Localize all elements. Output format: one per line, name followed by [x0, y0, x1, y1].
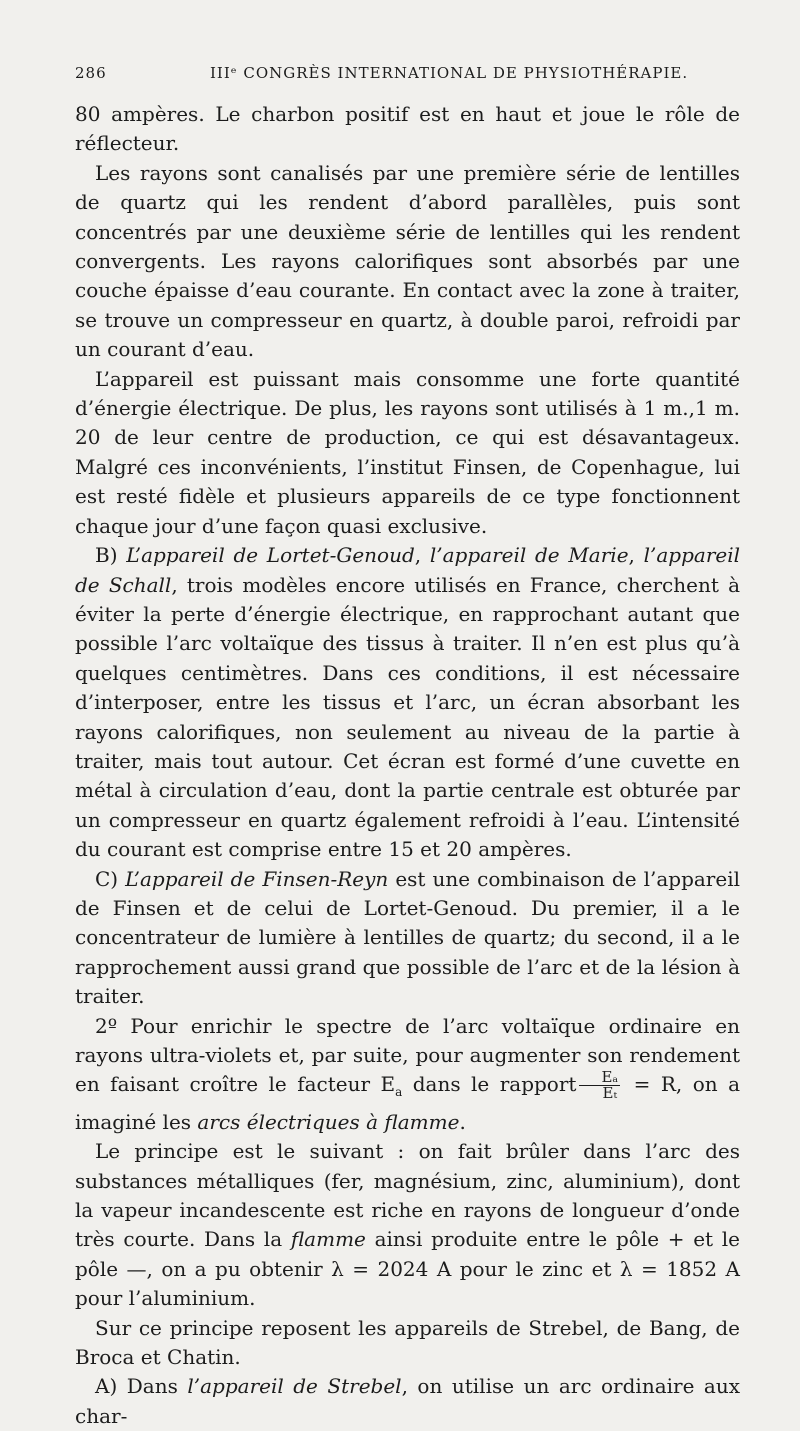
- paragraph-3: L’appareil est puissant mais consomme une forte quantité d’énergie électrique. De plus, les rayons sont utilisés à 1 m.,1 m. 20 de leur centre de production, ce qui est désavantageux. Malgré ces inconvénients, l’institut Finsen, de Copenhague, lui est resté fidèle et plusieurs appareils de ce type fonctionnent chaque jour d’une façon quasi exclusive.: [75, 366, 740, 538]
- p4-italic-1: L’appareil de Lortet-Genoud: [126, 543, 415, 568]
- paragraph-1: 80 ampères. Le charbon positif est en haut et joue le rôle de réflecteur.: [75, 102, 740, 156]
- p6-after: = R, on a imaginé les: [75, 1072, 741, 1134]
- p7-rest: ainsi produite entre le pôle + et le pôle —, on a pu obtenir λ = 2024 A pour le zinc et λ = 1852 A pour l’aluminium.: [75, 1227, 741, 1311]
- fraction-denominator: Eₜ: [602, 1084, 618, 1103]
- page-body: [75, 100, 740, 1431]
- p6-mid: dans le rapport: [402, 1072, 577, 1097]
- p6-lead: 2º Pour enrichir le spectre de l’arc voltaïque ordinaire en rayons ultra-violets et, par suite, pour augmenter son rendement en faisant croître le facteur E: [75, 1013, 740, 1097]
- p9-rest: , on utilise un arc ordinaire aux char-: [75, 1374, 741, 1428]
- page-header: [75, 64, 740, 88]
- p4-sep-2: ,: [628, 543, 644, 568]
- p4-sep-1: ,: [414, 543, 430, 568]
- fraction-numerator: Eₐ: [579, 1070, 620, 1086]
- ratio-fraction: [579, 1070, 620, 1101]
- p5-lead: C): [95, 866, 126, 891]
- page-number: 286: [75, 64, 107, 82]
- paragraph-4: [75, 541, 740, 864]
- p4-rest: , trois modèles encore utilisés en France, cherchent à éviter la perte d’énergie électrique, en rapprochant autant que possible l’arc voltaïque des tissus à traiter. Il n’en est plus qu’à quelques centimètres. Dans ces conditions, il est nécessaire d’interposer, entre les tissus et l’arc, un écran absorbant les rayons calorifiques, non seulement au niveau de la partie à traiter, mais tout autour. Cet écran est formé d’une cuvette en métal à circulation d’eau, dont la partie centrale est obturée par un compresseur en quartz également refroidi à l’eau. L’intensité du courant est comprise entre 15 et 20 ampères.: [75, 572, 740, 862]
- p6-subscript: a: [395, 1085, 403, 1100]
- p5-italic: L’appareil de Finsen-Reyn: [125, 866, 389, 891]
- paragraph-2: Les rayons sont canalisés par une première série de lentilles de quartz qui les rendent d’abord parallèles, puis sont concentrés par une deuxième série de lentilles qui les rendent convergents. Les rayons calorifiques sont absorbés par une couche épaisse d’eau courante. En contact avec la zone à traiter, se trouve un compresseur en quartz, à double paroi, refroidi par un courant d’eau.: [75, 160, 740, 362]
- paragraph-8: Sur ce principe reposent les appareils de Strebel, de Bang, de Broca et Chatin.: [75, 1315, 740, 1370]
- paragraph-7: [75, 1137, 740, 1313]
- p4-italic-2: l’appareil de Marie: [429, 543, 629, 568]
- p4-lead: B): [95, 543, 127, 568]
- paragraph-5: [75, 865, 740, 1012]
- paragraph-9: [75, 1372, 740, 1431]
- p7-lead: Le principe est le suivant : on fait brûler dans l’arc des substances métalliques (fer, magnésium, zinc, aluminium), dont la vapeur incandescente est riche en rayons de longueur d’onde très courte. Dans la: [75, 1139, 740, 1252]
- p6-end: .: [459, 1109, 466, 1134]
- p4-italic-3: l’appareil de Schall: [75, 543, 741, 597]
- p9-italic: l’appareil de Strebel: [187, 1374, 402, 1399]
- paragraph-6: [75, 1012, 740, 1138]
- running-title: IIIᵉ CONGRÈS INTERNATIONAL DE PHYSIOTHÉRAPIE.: [210, 64, 689, 82]
- p6-italic: arcs électriques à flamme: [197, 1109, 460, 1134]
- p9-lead: A) Dans: [95, 1374, 188, 1399]
- p7-italic: flamme: [290, 1227, 366, 1252]
- p5-rest: est une combinaison de l’appareil de Finsen et de celui de Lortet-Genoud. Du premier, il a le concentrateur de lumière à lentilles de quartz; du second, il a le rapprochement aussi grand que possible de l’arc et de la lésion à traiter.: [75, 866, 740, 1009]
